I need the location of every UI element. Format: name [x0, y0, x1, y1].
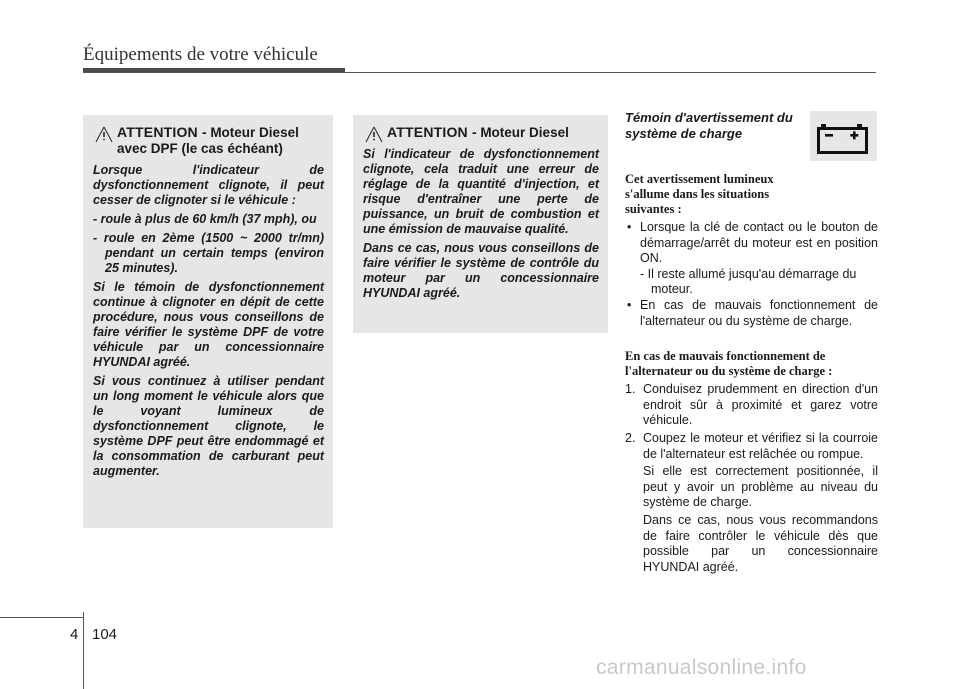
- paragraph: - roule à plus de 60 km/h (37 mph), ou: [93, 212, 317, 226]
- step-continuation: Dans ce cas, nous vous recommandons de faire contrôler le véhicule dès que possible par un concessionnaire HYUNDAI agréé.: [643, 512, 878, 574]
- footer-rule: [0, 617, 84, 618]
- bullet-item: • Lorsque la clé de contact ou le bouton de démarrage/arrêt du moteur est en position ON.: [625, 220, 878, 267]
- paragraph: Si vous continuez à utiliser pendant un long moment le véhicule alors que le voyant lumineux de dysfonctionnement clignote, le système DPF peut être endommagé et la consommation de carburant peut augmenter.: [93, 374, 324, 478]
- paragraph: Si le témoin de dysfonctionnement continue à clignoter en dépit de cette procédure, nous vous conseillons de faire vérifier le système DPF de votre véhicule par un concessionnaire HYUNDAI agréé.: [93, 280, 324, 369]
- step-text: Conduisez prudemment en direction d'un endroit sûr à proximité et garez votre véhicule.: [643, 382, 878, 428]
- warning-triangle-icon: [95, 126, 113, 143]
- header-rule: [83, 72, 876, 73]
- attention-subtitle: Moteur Diesel: [480, 125, 569, 140]
- attention-heading: [93, 125, 324, 157]
- attention-box-diesel: [353, 115, 608, 333]
- paragraph: Lorsque l'indicateur de dysfonctionnement clignote, il peut cesser de clignoter si le véhicule :: [93, 163, 324, 207]
- chapter-number: 4: [70, 626, 79, 643]
- step-number: 1.: [625, 382, 636, 397]
- paragraph: Si l'indicateur de dysfonctionnement clignote, cela traduit une erreur de réglage de la quantité d'injection, et risque d'entraîner une perte de puissance, un bruit de combustion et une émission de mauvaise qualité.: [363, 147, 599, 236]
- charging-system-section: [625, 110, 878, 575]
- step-item: [625, 382, 878, 429]
- bullet-item: • En cas de mauvais fonctionnement de l'alternateur ou du système de charge.: [625, 298, 878, 329]
- sub-item: - Il reste allumé jusqu'au démarrage du moteur.: [640, 266, 857, 297]
- attention-word: ATTENTION -: [117, 124, 207, 140]
- attention-heading: [363, 125, 599, 141]
- step-item: [625, 431, 878, 462]
- section-subheading: Témoin d'avertissement du système de charge: [625, 110, 793, 141]
- page-header-title: Équipements de votre véhicule: [83, 44, 318, 65]
- page-number: 104: [92, 626, 118, 643]
- watermark: carmanualsonline.info: [596, 656, 807, 679]
- footer-divider: [83, 612, 84, 689]
- attention-subtitle: Moteur Diesel avec DPF (le cas échéant): [117, 125, 299, 156]
- paragraph: - roule en 2ème (1500 ~ 2000 tr/mn) pendant un certain temps (environ 25 minutes).: [93, 231, 324, 275]
- attention-box-dpf: [83, 115, 333, 528]
- procedure-heading: En cas de mauvais fonctionnement de l'alternateur ou du système de charge :: [625, 349, 833, 379]
- intro-text: Cet avertissement lumineux s'allume dans les situations suivantes :: [625, 172, 774, 216]
- step-number: 2.: [625, 430, 636, 445]
- paragraph: Dans ce cas, nous vous conseillons de faire vérifier le système de contrôle du moteur par un concessionnaire HYUNDAI agréé.: [363, 241, 599, 300]
- attention-word: ATTENTION -: [387, 124, 477, 140]
- step-continuation: Si elle est correctement positionnée, il peut y avoir un problème au niveau du système de charge.: [643, 464, 878, 510]
- warning-triangle-icon: [365, 126, 383, 143]
- step-text: Coupez le moteur et vérifiez si la courroie de l'alternateur est relâchée ou rompue.: [643, 430, 878, 461]
